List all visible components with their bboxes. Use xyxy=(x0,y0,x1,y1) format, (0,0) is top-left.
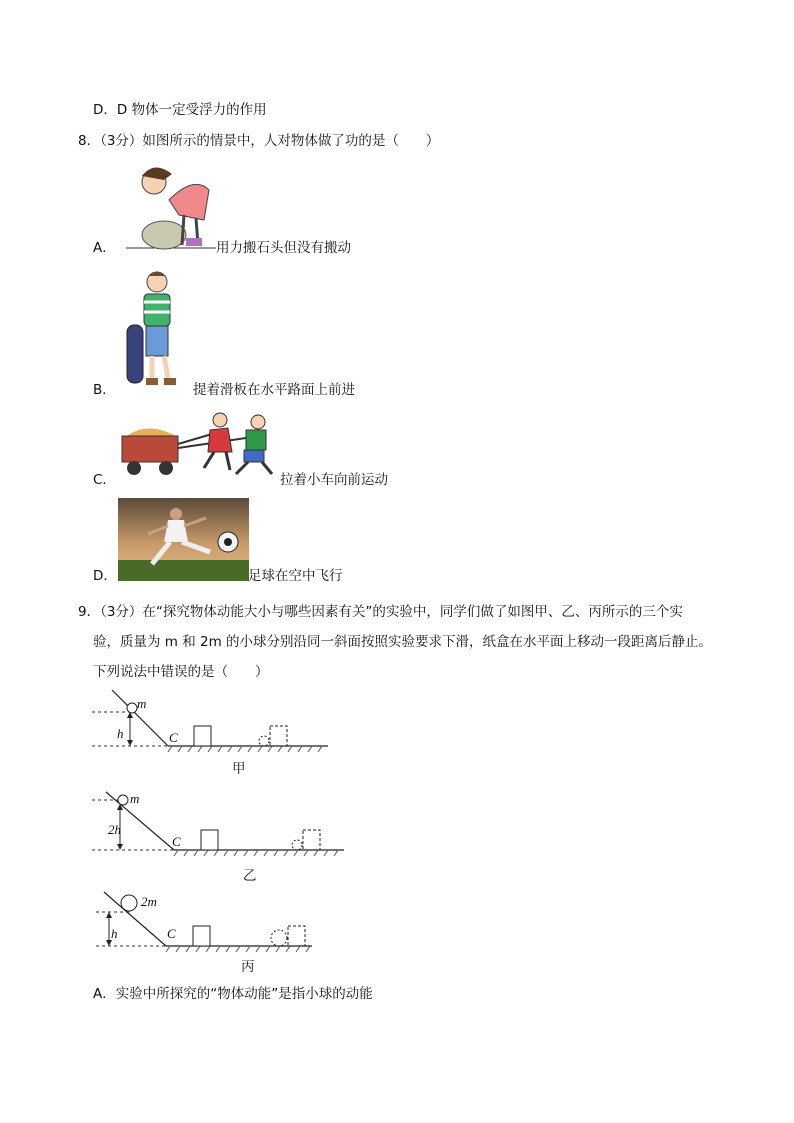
diagram-bing xyxy=(96,890,316,952)
diagram-yi-point: C xyxy=(172,834,181,849)
boy-carrying-skateboard-image xyxy=(124,270,184,395)
q8-option-c-caption: 拉着小车向前运动 xyxy=(280,472,388,488)
q8-stem: 8．（3分）如图所示的情景中，人对物体做了功的是（ ） xyxy=(78,133,440,149)
q9-stem-line1: 9．（3分）在“探究物体动能大小与哪些因素有关”的实验中，同学们做了如图甲、乙、丙所示的三个实 xyxy=(78,604,683,620)
diagram-jia-mass: m xyxy=(137,696,147,711)
diagram-yi-height: 2h xyxy=(108,822,121,837)
diagram-bing-height: h xyxy=(111,926,118,941)
q9-stem-line3: 下列说法中错误的是（ ） xyxy=(93,664,269,680)
diagram-bing-point: C xyxy=(167,926,176,941)
q7-option-d: D．D 物体一定受浮力的作用 xyxy=(93,102,267,118)
football-in-air-image xyxy=(118,498,249,581)
diagram-bing-mass: 2m xyxy=(141,894,157,909)
q8-option-c-letter: C． xyxy=(93,472,116,488)
diagram-jia xyxy=(92,688,332,752)
q8-option-d-caption: 足球在空中飞行 xyxy=(248,568,343,584)
q8-option-b-letter: B． xyxy=(93,382,116,398)
children-pulling-cart-image xyxy=(116,410,282,480)
q8-option-a-letter: A． xyxy=(93,240,116,256)
girl-lifting-stone-image xyxy=(124,160,216,250)
q8-option-d-letter: D． xyxy=(93,568,117,584)
q8-option-b-caption: 提着滑板在水平路面上前进 xyxy=(193,382,355,398)
diagram-yi-caption: 乙 xyxy=(243,868,257,884)
diagram-jia-point: C xyxy=(169,730,178,745)
diagram-bing-caption: 丙 xyxy=(241,959,255,975)
q8-option-a-caption: 用力搬石头但没有搬动 xyxy=(216,240,351,256)
q9-stem-line2: 验，质量为 m 和 2m 的小球分别沿同一斜面按照实验要求下滑，纸盒在水平面上移动一段距离后静止。 xyxy=(93,634,713,650)
diagram-jia-caption: 甲 xyxy=(232,761,246,777)
diagram-yi-mass: m xyxy=(130,791,140,806)
q9-option-a: A．实验中所探究的“物体动能”是指小球的动能 xyxy=(93,986,373,1002)
diagram-jia-height: h xyxy=(117,726,124,741)
